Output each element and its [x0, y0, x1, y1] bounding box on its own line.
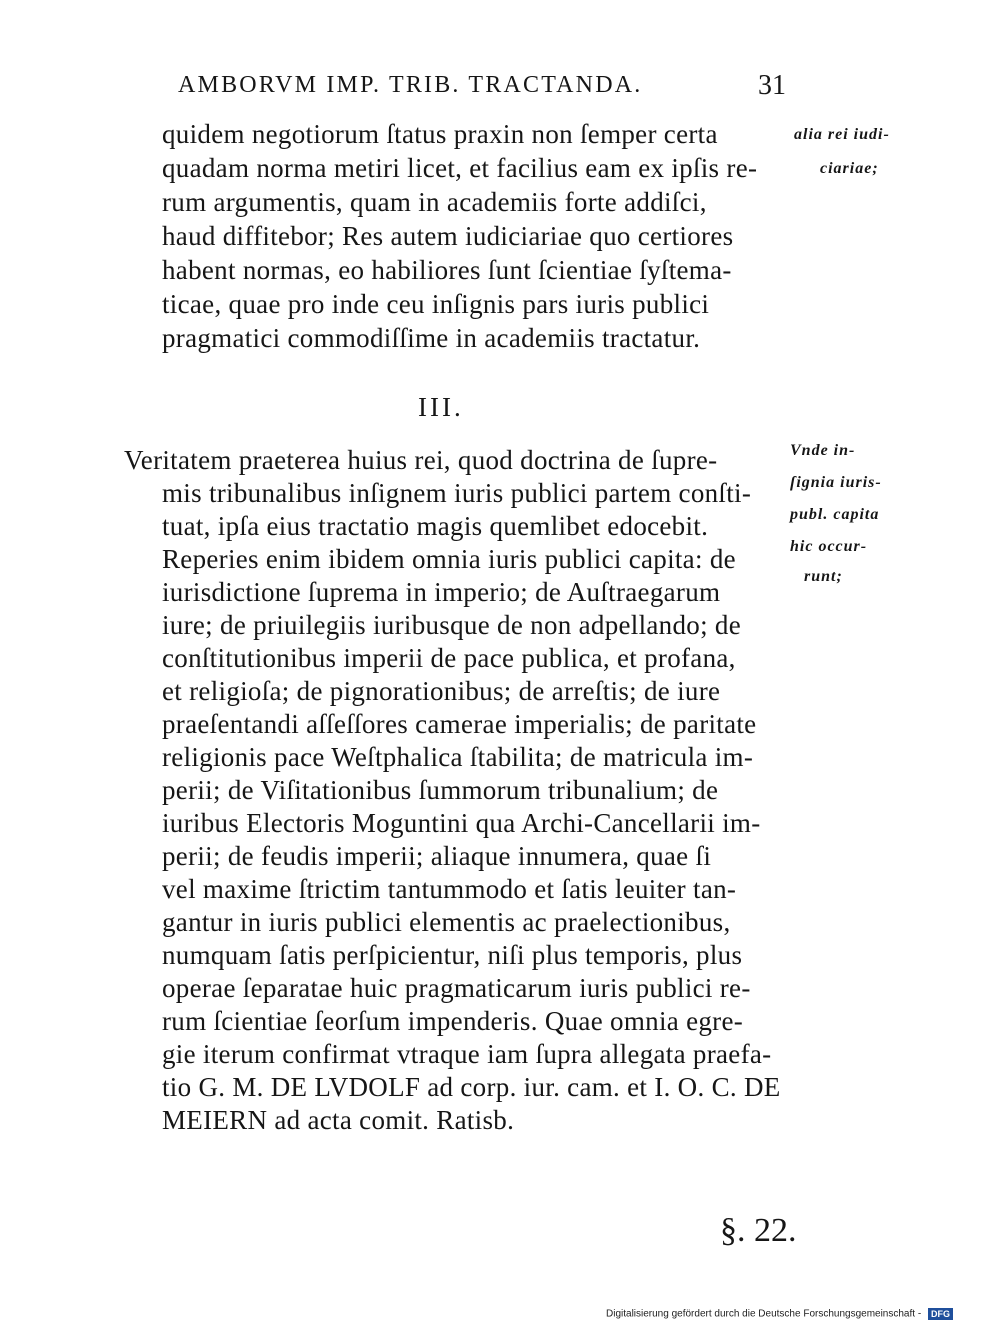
text-line: rum argumentis, quam in academiis forte addiſci, — [162, 187, 707, 217]
text-line: quadam norma metiri licet, et facilius eam ex ipſis re- — [162, 153, 758, 183]
text-line: gie iterum confirmat vtraque iam ſupra allegata praefa- — [162, 1039, 772, 1069]
margin-note-line: ſignia iuris- — [790, 474, 882, 491]
text-line: tio G. M. DE LVDOLF ad corp. iur. cam. et I. O. C. DE — [162, 1072, 781, 1102]
text-line: MEIERN ad acta comit. Ratisb. — [162, 1105, 515, 1135]
margin-note-line: ciariae; — [820, 160, 879, 177]
text-line: pragmatici commodiſſime in academiis tractatur. — [162, 323, 701, 353]
text-line: habent normas, eo habiliores ſunt ſcientiae ſyſtema- — [162, 255, 732, 285]
text-line: rum ſcientiae ſeorſum impenderis. Quae omnia egre- — [162, 1006, 744, 1036]
margin-note-line: Vnde in- — [790, 442, 856, 459]
margin-note-line: hic occur- — [790, 538, 868, 555]
text-line: religionis pace Weſtphalica ſtabilita; de matricula im- — [162, 742, 754, 772]
text-line: numquam ſatis perſpicientur, niſi plus temporis, plus — [162, 940, 743, 970]
dfg-logo: DFG — [928, 1308, 953, 1320]
text-line: gantur in iuris publici elementis ac praelectionibus, — [162, 907, 731, 937]
text-line: haud diffitebor; Res autem iudiciariae quo certiores — [162, 221, 734, 251]
text-line: et religioſa; de pignorationibus; de arreſtis; de iure — [162, 676, 721, 706]
text-line: mis tribunalibus inſignem iuris publici partem conſti- — [162, 478, 752, 508]
text-line: iurisdictione ſuprema in imperio; de Auſtraegarum — [162, 577, 721, 607]
text-line: vel maxime ſtrictim tantummodo et ſatis leuiter tan- — [162, 874, 737, 904]
text-line: Veritatem praeterea huius rei, quod doctrina de ſupre- — [124, 445, 718, 475]
margin-note-line: alia rei iudi- — [794, 126, 890, 143]
margin-note-line: runt; — [804, 568, 843, 585]
text-line: operae ſeparatae huic pragmaticarum iuris publici re- — [162, 973, 751, 1003]
section-heading: III. — [418, 392, 464, 422]
margin-note-line: publ. capita — [790, 506, 880, 523]
text-line: ticae, quae pro inde ceu inſignis pars iuris publici — [162, 289, 710, 319]
text-line: iuribus Electoris Moguntini qua Archi-Cancellarii im- — [162, 808, 761, 838]
text-line: conſtitutionibus imperii de pace publica, et profana, — [162, 643, 736, 673]
text-line: tuat, ipſa eius tractatio magis quemlibet edocebit. — [162, 511, 709, 541]
catchword: §. 22. — [720, 1212, 797, 1249]
text-line: quidem negotiorum ſtatus praxin non ſemper certa — [162, 119, 718, 149]
text-line: perii; de Viſitationibus ſummorum tribunalium; de — [162, 775, 719, 805]
text-line: perii; de feudis imperii; aliaque innumera, quae ſi — [162, 841, 712, 871]
running-header-title: AMBORVM IMP. TRIB. TRACTANDA. — [178, 72, 643, 98]
text-line: praeſentandi aſſeſſores camerae imperialis; de paritate — [162, 709, 757, 739]
text-line: Reperies enim ibidem omnia iuris publici capita: de — [162, 544, 736, 574]
page-number: 31 — [758, 70, 786, 101]
text-line: iure; de priuilegiis iuribusque de non adpellando; de — [162, 610, 742, 640]
footer-text: Digitalisierung gefördert durch die Deutsche Forschungsgemeinschaft - — [606, 1308, 922, 1320]
digitization-footer — [606, 1308, 953, 1320]
